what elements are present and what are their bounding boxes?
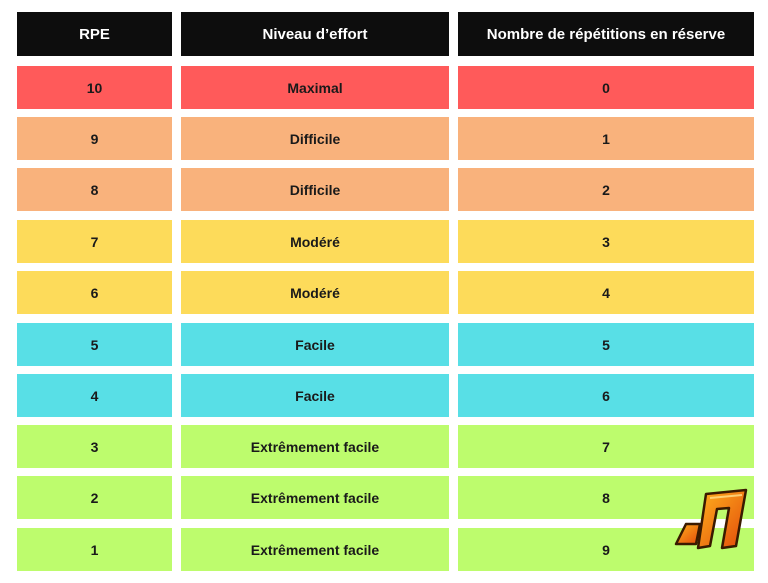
cell-rpe: 7 <box>17 220 172 263</box>
brand-logo-icon <box>672 486 752 558</box>
cell-effort-level: Facile <box>181 374 449 417</box>
cell-rpe: 6 <box>17 271 172 314</box>
cell-rpe: 8 <box>17 168 172 211</box>
cell-reps-in-reserve: 1 <box>458 117 754 160</box>
cell-rpe: 4 <box>17 374 172 417</box>
cell-effort-level: Modéré <box>181 271 449 314</box>
cell-reps-in-reserve: 9 <box>458 528 754 571</box>
cell-effort-level: Difficile <box>181 168 449 211</box>
cell-effort-level: Extrêmement facile <box>181 528 449 571</box>
cell-reps-in-reserve: 7 <box>458 425 754 468</box>
cell-effort-level: Extrêmement facile <box>181 476 449 519</box>
cell-rpe: 2 <box>17 476 172 519</box>
cell-effort-level: Extrêmement facile <box>181 425 449 468</box>
header-effort-level: Niveau d’effort <box>181 12 449 56</box>
cell-reps-in-reserve: 3 <box>458 220 754 263</box>
cell-reps-in-reserve: 4 <box>458 271 754 314</box>
header-rpe: RPE <box>17 12 172 56</box>
cell-rpe: 1 <box>17 528 172 571</box>
cell-effort-level: Modéré <box>181 220 449 263</box>
cell-rpe: 3 <box>17 425 172 468</box>
cell-effort-level: Facile <box>181 323 449 366</box>
cell-rpe: 9 <box>17 117 172 160</box>
cell-effort-level: Difficile <box>181 117 449 160</box>
cell-rpe: 5 <box>17 323 172 366</box>
cell-reps-in-reserve: 5 <box>458 323 754 366</box>
cell-reps-in-reserve: 6 <box>458 374 754 417</box>
header-reps-in-reserve: Nombre de répétitions en réserve <box>458 12 754 56</box>
cell-reps-in-reserve: 0 <box>458 66 754 109</box>
cell-reps-in-reserve: 2 <box>458 168 754 211</box>
cell-effort-level: Maximal <box>181 66 449 109</box>
cell-reps-in-reserve: 8 <box>458 476 754 519</box>
cell-rpe: 10 <box>17 66 172 109</box>
